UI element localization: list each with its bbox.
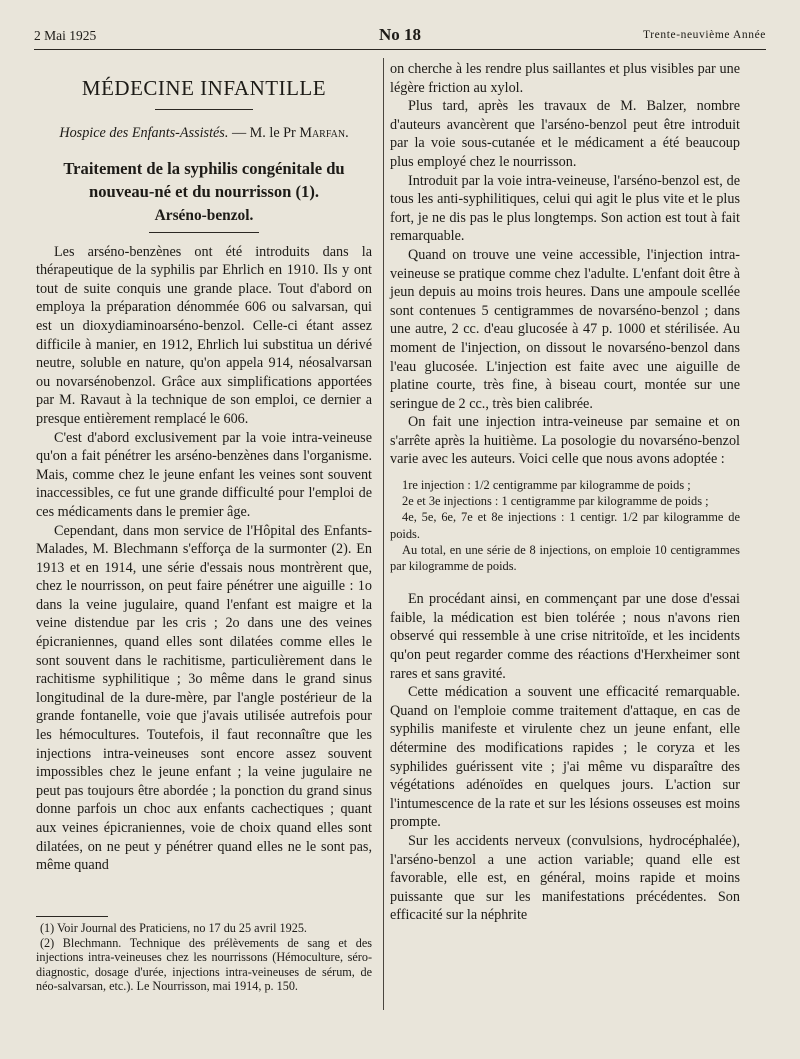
paragraph: Plus tard, après les travaux de M. Balzer, nombre d'auteurs avancèrent que l'arséno-benzol peut être introduit par la voie sous-cutanée et le médicament a été beaucoup plus employé chez le nourrisson.: [390, 98, 740, 170]
volume-year: Trente-neuvième Année: [643, 29, 766, 41]
paragraph: Introduit par la voie intra-veineuse, l'arséno-benzol est, de tous les anti-syphilitiques, celui qui agit le plus vite et le plus fort, je ne dis pas le plus longtemps. Son action est tout à fait remarquable.: [390, 172, 740, 245]
author-prefix: — M. le Pr: [228, 125, 300, 141]
byline: [36, 124, 372, 142]
article-subtitle: Arséno-benzol.: [154, 207, 254, 224]
section-title: MÉDECINE INFANTILLE: [81, 76, 327, 100]
page-header: [34, 25, 766, 48]
dosage-item: 1re injection : 1/2 centigramme par kilogramme de poids ;: [402, 478, 691, 493]
right-column: [390, 60, 740, 925]
issue-number: No 18: [378, 25, 422, 44]
paragraph: Cette médication a souvent une efficacité remarquable. Quand on l'emploie comme traitement d'attaque, en cas de syphilis manifeste et virulente chez un jeune enfant, elle détermine des modifications rapides ; le coryza et les syphilides guérissent vite ; j'ai même vu disparaître des végétations adénoïdes en quelques jours. L'action sur l'intumescence de la rate et sur les lésions osseuses est moins prompte.: [390, 684, 740, 831]
paragraph: On fait une injection intra-veineuse par semaine et on s'arrête après la huitième. La posologie du novarséno-benzol varie avec les auteurs. Voici celle que nous avons adoptée :: [390, 414, 740, 468]
author-name: Marfan.: [299, 125, 349, 141]
paragraph-continuation: on cherche à les rendre plus saillantes et plus visibles par une légère friction au xylol.: [390, 61, 740, 96]
footnotes: [36, 921, 372, 994]
dosage-item: 2e et 3e injections : 1 centigramme par kilogramme de poids ;: [402, 494, 709, 509]
paragraph: Cependant, dans mon service de l'Hôpital des Enfants-Malades, M. Blechmann s'efforça de la surmonter (2). En 1913 et en 1914, une série d'essais nous montrèrent que, chez le nourrisson, on peut faire pénétrer une aiguille : 1o dans la veine jugulaire, quand l'enfant est maigre et la veine distendue par les cris ; 2o dans une des veines épicraniennes, quand elles sont dilatées comme elles le sont souvent dans le rachitisme, particulièrement dans le rachitisme syphilitique ; 3o même dans le grand sinus longitudinal de la dure-mère, par l'angle postérieur de la grande fontanelle, voie que j'avais utilisée autrefois pour les hémocultures. Toutefois, il faut reconnaître que les injections intra-veineuses sont encore assez souvent impossibles chez le jeune enfant ; la veine jugulaire ne peut pas toujours être abordée ; la ponction du grand sinus donne parfois un choc aux enfants cachectiques ; quant aux veines épicraniennes, voie de choix quand elles sont dilatées, on ne peut y pénétrer quand elles ne le sont pas, même quand: [36, 522, 372, 874]
footnote: (1) Voir Journal des Praticiens, no 17 du 25 avril 1925.: [40, 921, 307, 935]
paragraph: En procédant ainsi, en commençant par une dose d'essai faible, la médication est bien tolérée ; nous n'avons rien observé qui ressemble à une crise nitritoïde, et les incidents qu'on peut regarder comme des réactions d'Herxheimer sont rares et sans gravité.: [390, 591, 740, 682]
header-rule: [34, 49, 766, 50]
dosage-schedule: [390, 477, 740, 574]
hospice-name: Hospice des Enfants-Assistés.: [59, 125, 229, 141]
article-title: Traitement de la syphilis congénitale du nouveau-né et du nourrisson (1).: [63, 159, 345, 201]
footnote: (2) Blechmann. Technique des prélèvements de sang et des injections intra-veineuses chez les nourrissons (Hémoculture, séro-diagnostic, dosage d'urée, injections intra-veineuses de sérum, de néo-salvarsan, etc.). Le Nourrisson, mai 1914, p. 150.: [36, 935, 372, 994]
left-column: [36, 62, 372, 875]
section-divider: [155, 109, 253, 110]
dosage-total: Au total, en une série de 8 injections, on emploie 10 centigrammes par kilogramme de poids.: [390, 542, 740, 574]
issue-date: 2 Mai 1925: [34, 28, 97, 43]
subtitle-divider: [149, 232, 259, 233]
paragraph: Sur les accidents nerveux (convulsions, hydrocéphalée), l'arséno-benzol a une action variable; quand elle est favorable, elle est, en général, moins rapide et moins puissante que sur les manifestations précédentes. Son efficacité sur la néphrite: [390, 833, 740, 924]
paragraph: Quand on trouve une veine accessible, l'injection intra-veineuse se pratique comme chez l'adulte. L'enfant doit être à jeun depuis au moins trois heures. Dans une ampoule scellée sont contenues 5 centigrammes de novarséno-benzol ; dans une autre, 2 cc. d'eau glucosée à 47 p. 1000 et stérilisée. Au moment de l'injection, on dissout le novarséno-benzol dans l'eau glucosée. L'injection est faite avec une aiguille de platine courte, très fine, à biseau court, montée sur une seringue de 2 cc., très bien calibrée.: [390, 246, 740, 412]
column-divider: [383, 58, 384, 1010]
paragraph: C'est d'abord exclusivement par la voie intra-veineuse qu'on a fait pénétrer les arséno-benzènes dans l'organisme. Mais, comme chez le jeune enfant les veines sont souvent inaccessibles, ce fut une grande difficulté pour l'emploi de ces médicaments dans le premier âge.: [36, 429, 372, 520]
dosage-item: 4e, 5e, 6e, 7e et 8e injections : 1 centigr. 1/2 par kilogramme de poids.: [390, 510, 740, 541]
paragraph: Les arséno-benzènes ont été introduits dans la thérapeutique de la syphilis par Ehrlich en 1910. Ils y ont tout de suite conquis une grande place. Tout d'abord on employa la préparation dénommée 606 ou salvarsan, qui est un dioxydiaminoarséno-benzol. Celle-ci étant assez difficile à manier, en 1912, Ehrlich lui substitua un dérivé neutre, soluble en nature, qu'on appela 914, néosalvarsan ou novarsénobenzol. Grâce aux simplifications apportées par M. Ravaut à la technique de son emploi, ce dernier a presque entièrement remplacé le 606.: [36, 243, 372, 427]
footnote-rule: [36, 916, 108, 917]
